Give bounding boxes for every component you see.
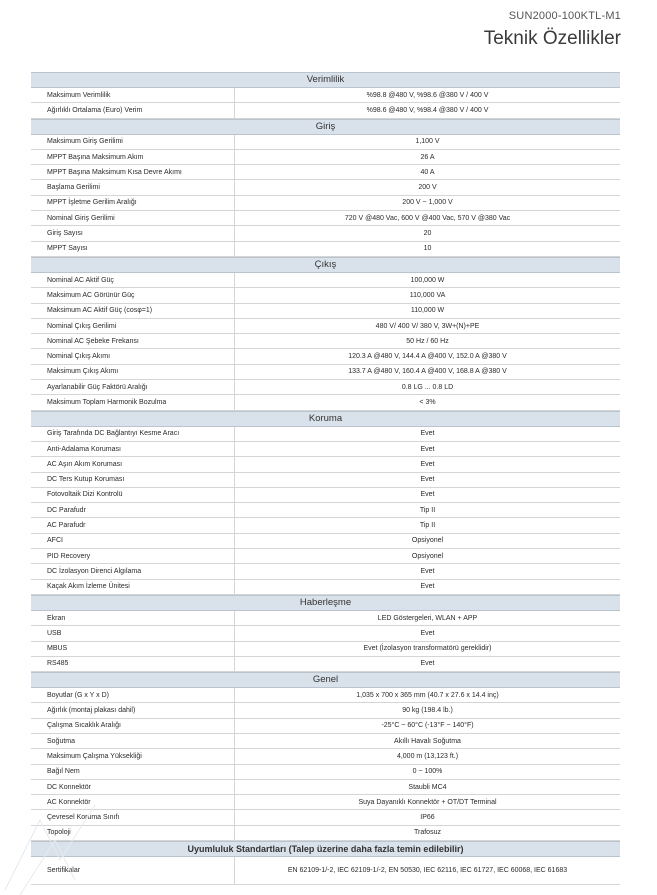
spec-label: AC Parafudr (31, 518, 235, 532)
spec-label: Giriş Tarafında DC Bağlantıyı Kesme Aracı (31, 427, 235, 441)
spec-row (31, 165, 620, 180)
spec-label: Nominal AC Şebeke Frekansı (31, 334, 235, 348)
spec-value: 110,000 VA (409, 291, 446, 299)
page-title: Teknik Özellikler (483, 28, 621, 49)
spec-row (31, 611, 620, 626)
spec-row (31, 273, 620, 288)
spec-label: AC Konnektör (31, 795, 235, 809)
spec-value: Evet (420, 629, 435, 637)
spec-value: %98.6 @480 V, %98.4 @380 V / 400 V (366, 106, 489, 114)
document-header (484, 10, 621, 50)
spec-value: 120.3 A @480 V, 144.4 A @400 V, 152.0 A @380 V (348, 353, 507, 361)
spec-label: Ağırlık (montaj plakası dahil) (31, 703, 235, 717)
spec-row (31, 688, 620, 703)
spec-value: Evet (420, 660, 435, 668)
spec-value: Akıllı Havalı Soğutma (394, 737, 461, 745)
section-header: Haberleşme (31, 595, 620, 611)
spec-value: 90 kg (198.4 lb.) (402, 707, 453, 715)
spec-row (31, 503, 620, 518)
spec-label: MPPT Başına Maksimum Akım (31, 150, 235, 164)
spec-value: Evet (420, 445, 435, 453)
spec-row (31, 518, 620, 533)
spec-label: Maksimum Çıkış Akımı (31, 365, 235, 379)
spec-row (31, 88, 620, 103)
spec-value: Evet (420, 567, 435, 575)
spec-value: < 3% (419, 398, 436, 406)
spec-row (31, 334, 620, 349)
spec-row (31, 734, 620, 749)
section-header: Genel (31, 672, 620, 688)
spec-row (31, 765, 620, 780)
spec-label: Maksimum Giriş Gerilimi (31, 135, 235, 149)
spec-label: USB (31, 626, 235, 640)
spec-label: Anti-Adalama Koruması (31, 442, 235, 456)
spec-value: Evet (420, 583, 435, 591)
spec-row (31, 103, 620, 118)
spec-label: Başlama Gerilimi (31, 180, 235, 194)
spec-label: Nominal Giriş Gerilimi (31, 211, 235, 225)
spec-label: Ayarlanabilir Güç Faktörü Aralığı (31, 380, 235, 394)
spec-row (31, 304, 620, 319)
spec-value: 1,100 V (415, 138, 440, 146)
spec-value: 720 V @480 Vac, 600 V @400 Vac, 570 V @380 Vac (344, 214, 511, 222)
spec-row (31, 211, 620, 226)
spec-label: Ağırlıklı Ortalama (Euro) Verim (31, 103, 235, 117)
spec-value: 40 A (420, 168, 435, 176)
spec-label: DC İzolasyon Direnci Algılama (31, 564, 235, 578)
spec-label: Nominal Çıkış Akımı (31, 349, 235, 363)
spec-label: Çevresel Koruma Sınıfı (31, 810, 235, 824)
spec-row (31, 319, 620, 334)
spec-value: Opsiyonel (411, 552, 444, 560)
spec-row (31, 564, 620, 579)
spec-label: MPPT İşletme Gerilim Aralığı (31, 196, 235, 210)
section-header: Koruma (31, 411, 620, 427)
spec-value: 110,000 W (410, 307, 445, 315)
spec-value: %98.8 @480 V, %98.6 @380 V / 400 V (366, 91, 489, 99)
spec-value: Opsiyonel (411, 537, 444, 545)
spec-label: AC Aşırı Akım Koruması (31, 457, 235, 471)
spec-row (31, 626, 620, 641)
spec-row (31, 288, 620, 303)
spec-label: MBUS (31, 642, 235, 656)
spec-row (31, 427, 620, 442)
spec-row (31, 642, 620, 657)
section-header: Çıkış (31, 257, 620, 273)
spec-value: Trafosuz (414, 829, 441, 837)
section-header: Giriş (31, 119, 620, 135)
spec-value: 0 ~ 100% (412, 768, 443, 776)
spec-label: DC Konnektör (31, 780, 235, 794)
section-header: Verimlilik (31, 72, 620, 88)
spec-value: 133.7 A @480 V, 160.4 A @400 V, 168.8 A @380 V (348, 368, 507, 376)
spec-value: 1,035 x 700 x 365 mm (40.7 x 27.6 x 14.4 inç) (356, 691, 499, 699)
spec-label: Maksimum Toplam Harmonik Bozulma (31, 395, 235, 409)
spec-label: Maksimum Verimlilik (31, 88, 235, 102)
spec-value: Tip II (419, 522, 436, 530)
spec-value: 20 (423, 230, 432, 238)
spec-row (31, 226, 620, 241)
spec-value: Evet (420, 460, 435, 468)
spec-table (31, 72, 620, 885)
spec-label: RS485 (31, 657, 235, 671)
spec-label: Maksimum Çalışma Yüksekliği (31, 749, 235, 763)
spec-row (31, 473, 620, 488)
spec-row (31, 349, 620, 364)
spec-value: Evet (İzolasyon transformatörü gereklidir) (363, 645, 492, 653)
model-number: SUN2000-100KTL-M1 (508, 10, 621, 22)
spec-row (31, 395, 620, 410)
spec-value: Tip II (419, 506, 436, 514)
spec-label: Maksimum AC Görünür Güç (31, 288, 235, 302)
spec-row (31, 196, 620, 211)
spec-row (31, 150, 620, 165)
spec-row (31, 549, 620, 564)
spec-row (31, 703, 620, 718)
spec-label: Topoloji (31, 826, 235, 840)
spec-label: Nominal AC Aktif Güç (31, 273, 235, 287)
spec-row (31, 488, 620, 503)
spec-label: Sertifikalar (31, 857, 235, 884)
spec-label: Giriş Sayısı (31, 226, 235, 240)
spec-value: 10 (423, 245, 432, 253)
spec-value: Staubli MC4 (408, 783, 447, 791)
spec-value: Evet (420, 476, 435, 484)
spec-row (31, 380, 620, 395)
spec-value: 200 V (418, 184, 437, 192)
spec-label: Maksimum AC Aktif Güç (cosφ=1) (31, 304, 235, 318)
spec-value: 480 V/ 400 V/ 380 V, 3W+(N)+PE (375, 322, 480, 330)
spec-row (31, 457, 620, 472)
spec-value: 100,000 W (410, 276, 445, 284)
spec-row (31, 780, 620, 795)
spec-row (31, 135, 620, 150)
spec-row (31, 242, 620, 257)
spec-label: MPPT Başına Maksimum Kısa Devre Akımı (31, 165, 235, 179)
spec-label: Boyutlar (G x Y x D) (31, 688, 235, 702)
spec-label: Fotovoltaik Dizi Kontrolü (31, 488, 235, 502)
spec-value: 50 Hz / 60 Hz (406, 337, 449, 345)
spec-value: Evet (420, 430, 435, 438)
spec-label: MPPT Sayısı (31, 242, 235, 256)
spec-row (31, 719, 620, 734)
spec-value: EN 62109-1/-2, IEC 62109-1/-2, EN 50530, IEC 62116, IEC 61727, IEC 60068, IEC 61683 (287, 867, 568, 875)
spec-label: Bağıl Nem (31, 765, 235, 779)
spec-value: LED Göstergeleri, WLAN + APP (377, 614, 478, 622)
spec-value: Evet (420, 491, 435, 499)
spec-label: Kaçak Akım İzleme Ünitesi (31, 580, 235, 594)
spec-label: AFCI (31, 534, 235, 548)
spec-label: DC Ters Kutup Koruması (31, 473, 235, 487)
spec-value: IP66 (420, 814, 435, 822)
spec-value: Suya Dayanıklı Konnektör + OT/DT Terminal (358, 798, 497, 806)
background-decoration (0, 800, 140, 895)
spec-value: 0.8 LG ... 0.8 LD (401, 383, 454, 391)
spec-label: Çalışma Sıcaklık Aralığı (31, 719, 235, 733)
spec-row (31, 534, 620, 549)
spec-row (31, 749, 620, 764)
spec-row (31, 365, 620, 380)
spec-value: 200 V ~ 1,000 V (402, 199, 453, 207)
spec-label: PID Recovery (31, 549, 235, 563)
spec-row (31, 180, 620, 195)
spec-row (31, 580, 620, 595)
spec-label: Ekran (31, 611, 235, 625)
spec-label: Nominal Çıkış Gerilimi (31, 319, 235, 333)
spec-value: 26 A (420, 153, 435, 161)
spec-value: -25°C ~ 60°C (-13°F ~ 140°F) (381, 722, 474, 730)
spec-value: 4,000 m (13,123 ft.) (396, 752, 459, 760)
section-header: Uyumluluk Standartları (Talep üzerine daha fazla temin edilebilir) (31, 841, 620, 857)
spec-label: Soğutma (31, 734, 235, 748)
spec-row (31, 442, 620, 457)
spec-label: DC Parafudr (31, 503, 235, 517)
spec-row (31, 657, 620, 672)
